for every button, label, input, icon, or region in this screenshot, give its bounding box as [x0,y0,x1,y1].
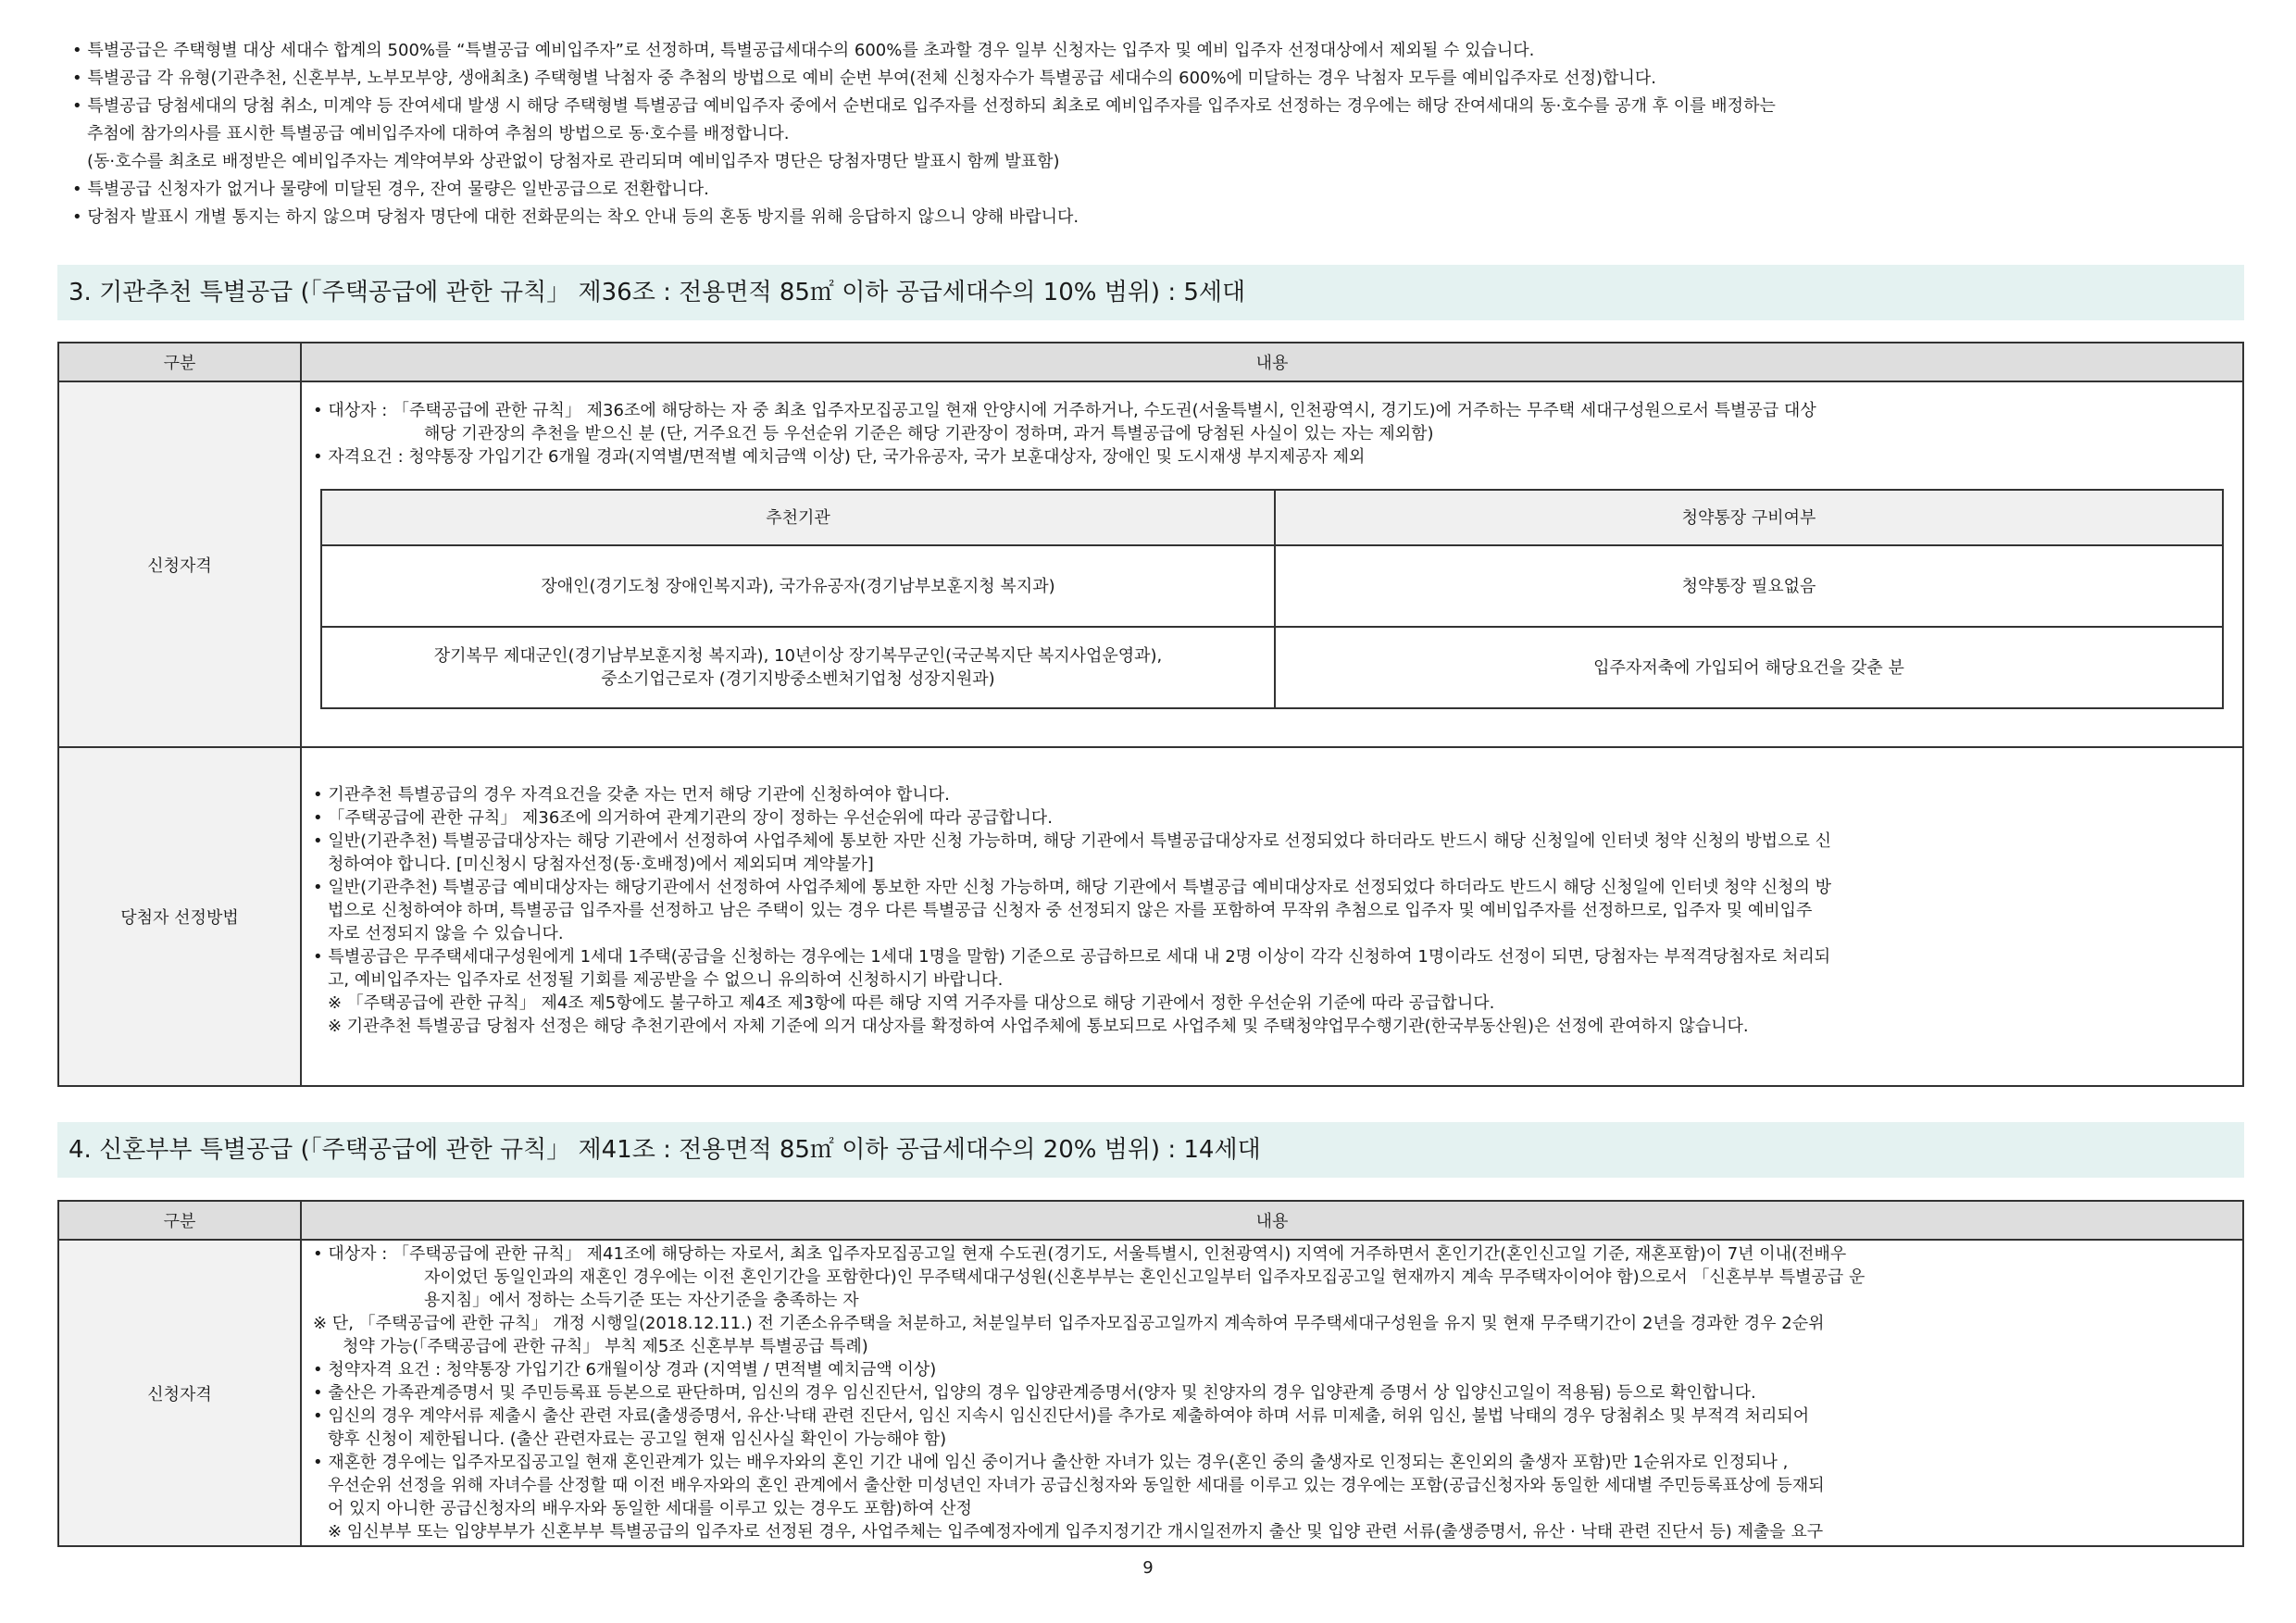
header-category: 구분 [58,343,301,381]
section4-table [57,1200,2244,1547]
intro-line: 추첨에 참가의사를 표시한 특별공급 예비입주자에 대하여 추첨의 방법으로 동·호수를 배정합니다. [87,124,790,144]
subtable-cell: 장애인(경기도청 장애인복지과), 국가유공자(경기남부보훈지청 복지과) [321,545,1275,627]
table-row [58,381,2243,747]
recommend-agency-table [320,489,2224,709]
row-content-qualification [301,381,2243,747]
subtable-cell: 청약통장 필요없음 [1275,545,2223,627]
subtable-cell-line: 장기복무 제대군인(경기남부보훈지청 복지과), 10년이상 장기복무군인(국군복지단 복지사업운영과), [433,646,1163,666]
content-line: • 대상자 : 「주택공급에 관한 규칙」 제36조에 해당하는 자 중 최초 입주자모집공고일 현재 안양시에 거주하거나, 수도권(서울특별시, 인천광역시, 경기도)에 거주하는 무주택 세대구성원으로서 특별공급 대상 [313,401,1816,420]
content-line: 어 있지 아니한 공급신청자의 배우자와 동일한 세대를 이루고 있는 경우도 포함)하여 산정 [328,1499,972,1518]
intro-line: (동·호수를 최초로 배정받은 예비입주자는 계약여부와 상관없이 당첨자로 관리되며 예비입주자 명단은 당첨자명단 발표시 함께 발표함) [87,152,1060,171]
row-content-selection [301,747,2243,1086]
content-line: 청하여야 합니다. [미신청시 당첨자선정(동·호배정)에서 제외되며 계약불가] [328,855,874,874]
content-line: 법으로 신청하여야 하며, 특별공급 입주자를 선정하고 남은 주택이 있는 경우 다른 특별공급 신청자 중 선정되지 않은 자를 포함하여 무작위 추첨으로 입주자 및 예비입주자를 선정하므로, 입주자 및 예비입주 [328,901,1813,920]
content-line: 고, 예비입주자는 입주자로 선정될 기회를 제공받을 수 없으니 유의하여 신청하시기 바랍니다. [328,970,1004,990]
content-line: ※ 단, 「주택공급에 관한 규칙」 개정 시행일(2018.12.11.) 전 기존소유주택을 처분하고, 처분일부터 입주자모집공고일까지 계속하여 무주택세대구성원을 유지 및 현재 무주택기간이 2년을 경과한 경우 2순위 [313,1314,1825,1333]
intro-line: • 특별공급 각 유형(기관추천, 신혼부부, 노부모부양, 생애최초) 주택형별 낙첨자 중 추첨의 방법으로 예비 순번 부여(전체 신청자수가 특별공급 세대수의 600%에 미달하는 경우 낙첨자 모두를 예비입주자로 선정)합니다. [72,69,1656,88]
subtable-cell: 입주자저축에 가입되어 해당요건을 갖춘 분 [1275,627,2223,708]
subtable-header-agency: 추천기관 [321,490,1275,545]
content-line: 해당 기관장의 추천을 받으신 분 (단, 거주요건 등 우선순위 기준은 해당 기관장이 정하며, 과거 특별공급에 당첨된 사실이 있는 자는 제외함) [424,424,1434,443]
content-line: 용지침」에서 정하는 소득기준 또는 자산기준을 충족하는 자 [424,1291,859,1310]
row-content-qualification [301,1240,2243,1546]
content-line: 청약 가능(「주택공급에 관한 규칙」 부칙 제5조 신혼부부 특별공급 특례) [343,1337,868,1356]
content-line: • 자격요건 : 청약통장 가입기간 6개월 경과(지역별/면적별 예치금액 이상) 단, 국가유공자, 국가 보훈대상자, 장애인 및 도시재생 부지제공자 제외 [313,447,1366,467]
page-number: 9 [1142,1558,1154,1578]
content-line: • 출산은 가족관계증명서 및 주민등록표 등본으로 판단하며, 임신의 경우 임신진단서, 입양의 경우 입양관계증명서(양자 및 친양자의 경우 입양관계 증명서 상 입양신고일이 적용됨) 등으로 확인합니다. [313,1383,1756,1403]
header-content: 내용 [301,1201,2243,1240]
content-line: • 일반(기관추천) 특별공급 예비대상자는 해당기관에서 선정하여 사업주체에 통보한 자만 신청 가능하며, 해당 기관에서 특별공급 예비대상자로 선정되었다 하더라도 반드시 해당 신청일에 인터넷 청약 신청의 방 [313,878,1831,897]
content-line: • 일반(기관추천) 특별공급대상자는 해당 기관에서 선정하여 사업주체에 통보한 자만 신청 가능하며, 해당 기관에서 특별공급대상자로 선정되었다 하더라도 반드시 해당 신청일에 인터넷 청약 신청의 방법으로 신 [313,831,1831,851]
subtable-header [321,490,2223,545]
table-row [58,747,2243,1086]
header-category: 구분 [58,1201,301,1240]
content-line: • 특별공급은 무주택세대구성원에게 1세대 1주택(공급을 신청하는 경우에는 1세대 1명을 말함) 기준으로 공급하므로 세대 내 2명 이상이 각각 신청하여 1명이라도 선정이 되면, 당첨자는 부적격당첨자로 처리되 [313,947,1831,967]
content-line: • 청약자격 요건 : 청약통장 가입기간 6개월이상 경과 (지역별 / 면적별 예치금액 이상) [313,1360,937,1380]
subtable-row [321,545,2223,627]
table-header-row [58,1201,2243,1240]
content-line: ※ 임신부부 또는 입양부부가 신혼부부 특별공급의 입주자로 선정된 경우, 사업주체는 입주예정자에게 입주지정기간 개시일전까지 출산 및 입양 관련 서류(출생증명서, 유산 · 낙태 관련 진단서 등) 제출을 요구 [328,1522,1824,1542]
content-line: 향후 신청이 제한됩니다. (출산 관련자료는 공고일 현재 임신사실 확인이 가능해야 함) [328,1429,947,1449]
section3-title: 3. 기관추천 특별공급 (「주택공급에 관한 규칙」 제36조 : 전용면적 85㎡ 이하 공급세대수의 10% 범위) : 5세대 [57,265,2244,320]
intro-line: • 당첨자 발표시 개별 통지는 하지 않으며 당첨자 명단에 대한 전화문의는 착오 안내 등의 혼동 방지를 위해 응답하지 않으니 양해 바랍니다. [72,207,1079,227]
intro-line: • 특별공급은 주택형별 대상 세대수 합계의 500%를 “특별공급 예비입주자”로 선정하며, 특별공급세대수의 600%를 초과할 경우 일부 신청자는 입주자 및 예비 입주자 선정대상에서 제외될 수 있습니다. [72,41,1535,60]
header-content: 내용 [301,343,2243,381]
row-label-qualification: 신청자격 [58,381,301,747]
intro-line: • 특별공급 신청자가 없거나 물량에 미달된 경우, 잔여 물량은 일반공급으로 전환합니다. [72,180,709,199]
content-line: • 재혼한 경우에는 입주자모집공고일 현재 혼인관계가 있는 배우자와의 혼인 기간 내에 임신 중이거나 출산한 자녀가 있는 경우(혼인 중의 출생자로 인정되는 혼인외의 출생자 포함)만 1순위자로 인정되나 , [313,1453,1789,1472]
subtable-header-account: 청약통장 구비여부 [1275,490,2223,545]
content-line: • 임신의 경우 계약서류 제출시 출산 관련 자료(출생증명서, 유산·낙태 관련 진단서, 임신 지속시 임신진단서)를 추가로 제출하여야 하며 서류 미제출, 허위 임신, 불법 낙태의 경우 당첨취소 및 부적격 처리되어 [313,1406,1810,1426]
subtable-row [321,627,2223,708]
content-line: • 「주택공급에 관한 규칙」 제36조에 의거하여 관계기관의 장이 정하는 우선순위에 따라 공급합니다. [313,808,1053,828]
content-line: ※ 기관추천 특별공급 당첨자 선정은 해당 추천기관에서 자체 기준에 의거 대상자를 확정하여 사업주체에 통보되므로 사업주체 및 주택청약업무수행기관(한국부동산원)은 선정에 관여하지 않습니다. [328,1017,1749,1036]
section4-title: 4. 신혼부부 특별공급 (「주택공급에 관한 규칙」 제41조 : 전용면적 85㎡ 이하 공급세대수의 20% 범위) : 14세대 [57,1122,2244,1178]
row-label-qualification: 신청자격 [58,1240,301,1546]
subtable-cell [321,627,1275,708]
content-line: ※ 「주택공급에 관한 규칙」 제4조 제5항에도 불구하고 제4조 제3항에 따른 해당 지역 거주자를 대상으로 해당 기관에서 정한 우선순위 기준에 따라 공급합니다. [328,993,1495,1013]
section3-table [57,342,2244,1087]
table-row [58,1240,2243,1546]
intro-notes [72,37,2239,231]
row-label-selection: 당첨자 선정방법 [58,747,301,1086]
intro-line: • 특별공급 당첨세대의 당첨 취소, 미계약 등 잔여세대 발생 시 해당 주택형별 특별공급 예비입주자 중에서 순번대로 입주자를 선정하되 최초로 예비입주자를 입주자로 선정하는 경우에는 해당 잔여세대의 동·호수를 공개 후 이를 배정하는 [72,96,1776,116]
table-header-row [58,343,2243,381]
content-line: 자로 선정되지 않을 수 있습니다. [328,924,564,943]
content-line: • 대상자 : 「주택공급에 관한 규칙」 제41조에 해당하는 자로서, 최초 입주자모집공고일 현재 수도권(경기도, 서울특별시, 인천광역시) 지역에 거주하면서 혼인기간(혼인신고일 기준, 재혼포함)이 7년 이내(전배우 [313,1244,1847,1264]
content-line: 자이었던 동일인과의 재혼인 경우에는 이전 혼인기간을 포함한다)인 무주택세대구성원(신혼부부는 혼인신고일부터 입주자모집공고일 현재까지 계속 무주택자이어야 함)으로서 「신혼부부 특별공급 운 [424,1267,1866,1287]
subtable-cell-line: 중소기업근로자 (경기지방중소벤처기업청 성장지원과) [601,669,995,689]
content-line: • 기관추천 특별공급의 경우 자격요건을 갖춘 자는 먼저 해당 기관에 신청하여야 합니다. [313,785,950,805]
content-line: 우선순위 선정을 위해 자녀수를 산정할 때 이전 배우자와의 혼인 관계에서 출산한 미성년인 자녀가 공급신청자와 동일한 세대를 이루고 있는 경우에는 포함(공급신청자와 동일한 세대별 주민등록표상에 등재되 [328,1476,1825,1495]
